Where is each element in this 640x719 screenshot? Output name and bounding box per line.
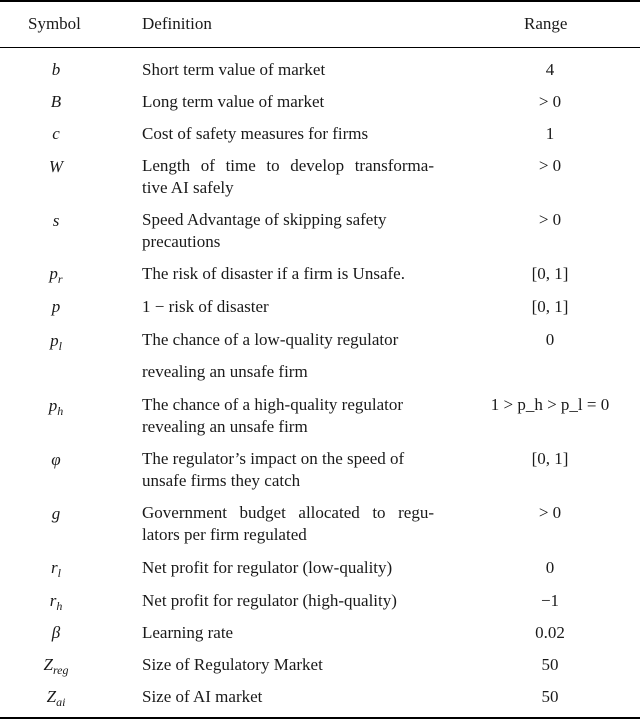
definition-cell: [142, 502, 434, 546]
definition-cell: [142, 123, 434, 145]
header-definition: Definition: [142, 14, 212, 33]
symbol-cell: [0, 156, 112, 178]
symbol-base: p: [50, 331, 59, 350]
definition-cell: [142, 91, 434, 113]
definition-line: revealing an unsafe firm: [142, 362, 308, 381]
symbol-subscript: reg: [52, 663, 69, 677]
symbol-base: Z: [43, 655, 53, 674]
symbol-base: b: [51, 60, 61, 79]
definition-line: precautions: [142, 232, 221, 251]
symbol-cell: [0, 622, 112, 644]
range-cell: 50: [541, 655, 559, 674]
definition-line: Government budget allocated to regu-: [142, 503, 434, 522]
symbol-base: β: [51, 623, 61, 642]
symbol-cell: [0, 59, 112, 81]
definition-cell: [142, 448, 434, 492]
range-cell: 1: [545, 124, 555, 143]
range-cell: [0, 1]: [531, 264, 569, 283]
range-cell: [0, 1]: [531, 297, 569, 316]
symbol-base: c: [52, 124, 60, 143]
definition-cell: [142, 590, 434, 612]
definition-cell: [142, 557, 434, 579]
header-rule: [0, 47, 640, 48]
symbol-base: r: [51, 558, 58, 577]
range-cell: 0: [545, 558, 555, 577]
range-cell: [0, 1]: [531, 449, 569, 468]
symbol-cell: [0, 590, 112, 612]
range-cell: 50: [541, 687, 559, 706]
symbol-base: φ: [51, 450, 61, 469]
definition-line: tive AI safely: [142, 178, 234, 197]
definition-cell: [142, 209, 434, 253]
definition-cell: [142, 263, 434, 285]
symbol-cell: [0, 686, 112, 708]
definition-cell: [142, 59, 434, 81]
definition-line: Learning rate: [142, 623, 234, 642]
definition-line: Net profit for regulator (low-quality): [142, 558, 393, 577]
definition-cell: [142, 654, 434, 676]
symbol-cell: [0, 123, 112, 145]
symbol-subscript: r: [57, 272, 63, 286]
definition-line: Long term value of market: [142, 92, 325, 111]
definition-cell: [142, 622, 434, 644]
definition-line: unsafe firms they catch: [142, 471, 301, 490]
definition-line: The chance of a low-quality regulator: [142, 330, 399, 349]
definition-line: revealing an unsafe firm: [142, 417, 308, 436]
symbol-subscript: ai: [56, 695, 66, 709]
symbol-base: p: [48, 396, 58, 415]
range-cell: 4: [545, 60, 555, 79]
symbol-base: g: [51, 504, 61, 523]
symbol-cell: [0, 449, 112, 471]
symbol-subscript: l: [57, 566, 61, 580]
symbol-cell: [0, 91, 112, 113]
range-cell: 0: [545, 330, 555, 349]
symbol-base: s: [52, 211, 60, 230]
header-symbol: Symbol: [28, 14, 81, 33]
definition-line: lators per firm regulated: [142, 525, 307, 544]
symbol-base: W: [48, 157, 64, 176]
definition-line: Short term value of market: [142, 60, 326, 79]
definition-line: The regulator’s impact on the speed of: [142, 449, 405, 468]
definition-line: Cost of safety measures for firms: [142, 124, 369, 143]
definition-line: The chance of a high-quality regulator: [142, 395, 404, 414]
definition-line: Net profit for regulator (high-quality): [142, 591, 397, 610]
symbol-base: r: [49, 591, 57, 610]
definition-line: 1 − risk of disaster: [142, 297, 269, 316]
symbol-cell: [0, 330, 112, 352]
symbol-cell: [0, 557, 112, 579]
definition-line: Size of AI market: [142, 687, 263, 706]
range-cell: 0.02: [535, 623, 565, 642]
definition-cell: [142, 394, 434, 438]
symbol-base: p: [51, 297, 61, 316]
symbol-cell: [0, 296, 112, 318]
symbol-subscript: l: [58, 339, 62, 353]
range-cell: > 0: [538, 503, 562, 522]
definition-cell: [142, 155, 434, 199]
definition-cell: [142, 686, 434, 708]
symbol-base: B: [50, 92, 62, 111]
symbol-subscript: h: [57, 404, 64, 418]
symbol-cell: [0, 654, 112, 676]
definition-line: Speed Advantage of skipping safety: [142, 210, 387, 229]
symbol-base: Z: [46, 687, 57, 706]
symbol-cell: [0, 263, 112, 285]
range-cell: > 0: [538, 92, 562, 111]
top-rule: [0, 0, 640, 2]
definition-line: Size of Regulatory Market: [142, 655, 323, 674]
symbol-subscript: h: [56, 599, 63, 613]
symbol-cell: [0, 395, 112, 417]
range-cell: > 0: [538, 156, 562, 175]
definition-line: Length of time to develop transforma-: [142, 156, 434, 175]
range-cell: 1 > p_h > p_l = 0: [490, 395, 610, 414]
range-cell: > 0: [538, 210, 562, 229]
definition-line: The risk of disaster if a firm is Unsafe.: [142, 264, 405, 283]
symbol-cell: [0, 503, 112, 525]
symbol-base: p: [49, 264, 58, 283]
definition-cell: [142, 329, 434, 383]
header-range: Range: [524, 14, 568, 33]
definition-cell: [142, 296, 434, 318]
range-cell: −1: [540, 591, 560, 610]
symbol-cell: [0, 210, 112, 232]
